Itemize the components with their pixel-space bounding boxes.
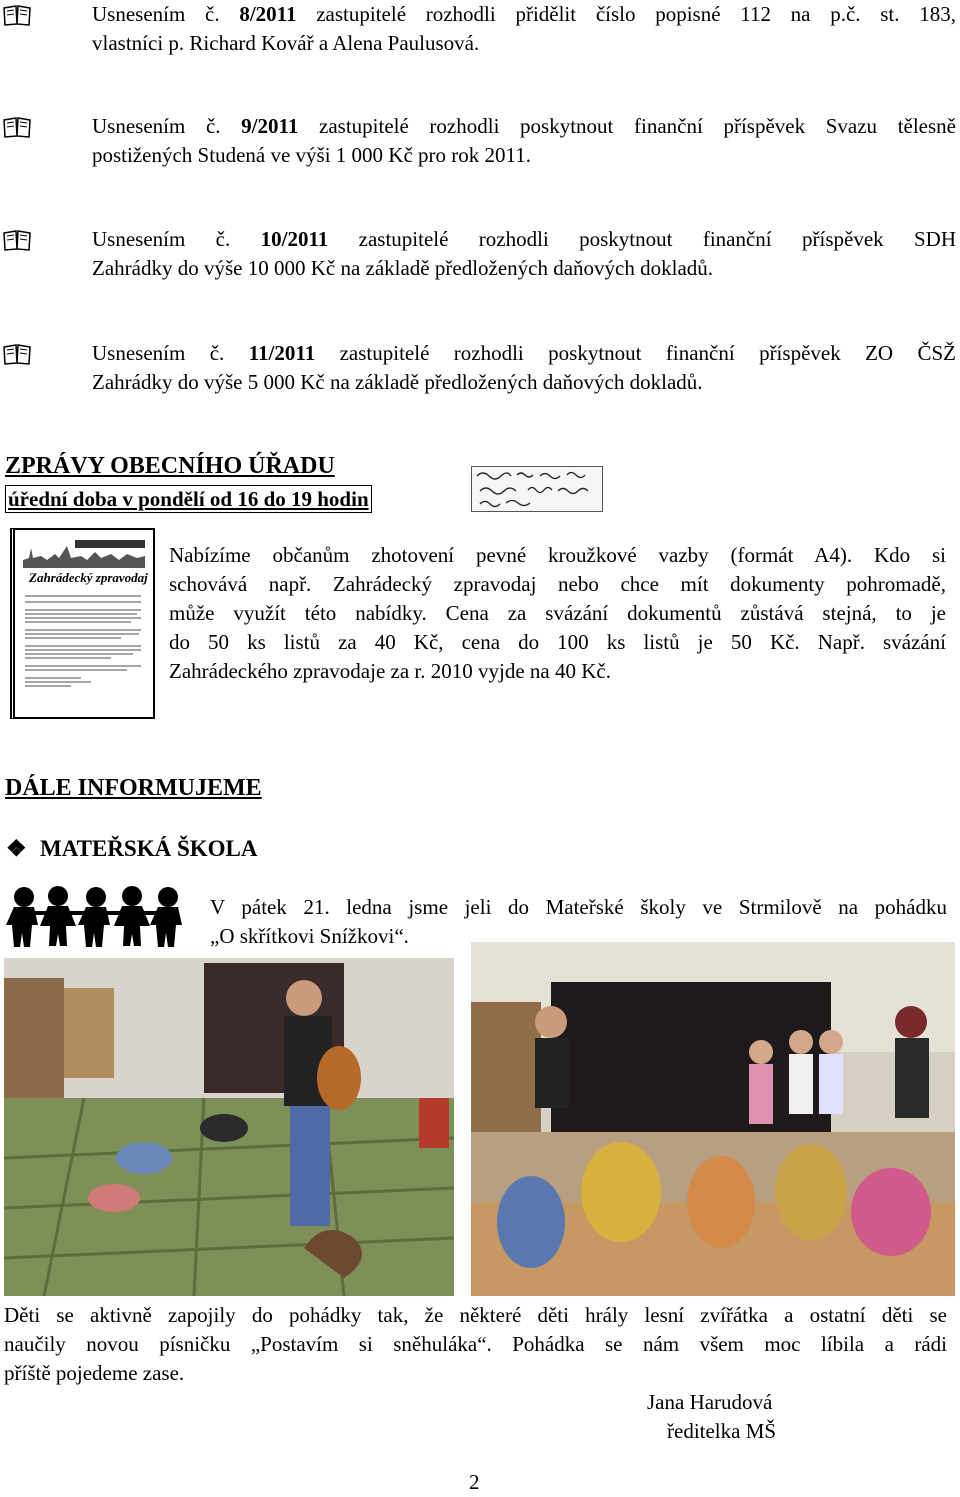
puppet-show-photo-right bbox=[471, 942, 955, 1296]
resolution-line-1: Usnesením č. 11/2011 zastupitelé rozhodli poskytnout finanční příspěvek ZO ČSŽ bbox=[92, 341, 956, 365]
kindergarten-intro-line-1: V pátek 21. ledna jsme jeli do Mateřské školy ve Strmilově na pohádku bbox=[210, 895, 947, 919]
office-hours: úřední doba v pondělí od 16 do 19 hodin bbox=[5, 485, 372, 513]
resolution-line-1: Usnesením č. 10/2011 zastupitelé rozhodli poskytnout finanční příspěvek SDH bbox=[92, 227, 956, 251]
office-news-title: ZPRÁVY OBECNÍHO ÚŘADU bbox=[5, 453, 335, 479]
puppet-show-photo-left bbox=[4, 958, 454, 1296]
book-icon bbox=[2, 116, 32, 138]
book-icon bbox=[2, 4, 32, 26]
binding-offer-line-1: Nabízíme občanům zhotovení pevné kroužkové vazby (formát A4). Kdo si bbox=[169, 543, 946, 567]
resolution-line-2: Zahrádky do výše 10 000 Kč na základě předložených daňových dokladů. bbox=[92, 256, 714, 280]
binding-offer-line-3: může využít této nabídky. Cena za svázání dokumentů zůstává stejná, to je bbox=[169, 601, 946, 625]
kindergarten-heading bbox=[6, 836, 257, 862]
diamond-bullet-icon: ❖ bbox=[6, 836, 27, 861]
newsletter-title: Zahrádecký zpravodaj bbox=[29, 570, 148, 585]
book-icon bbox=[2, 343, 32, 365]
book-icon bbox=[2, 229, 32, 251]
binding-offer-line-5: Zahrádeckého zpravodaje za r. 2010 vyjde na 40 Kč. bbox=[169, 659, 611, 683]
resolution-line-1: Usnesením č. 9/2011 zastupitelé rozhodli poskytnout finanční příspěvek Svazu tělesně bbox=[92, 114, 956, 138]
resolution-line-2: Zahrádky do výše 5 000 Kč na základě předložených daňových dokladů. bbox=[92, 370, 703, 394]
handwriting-image bbox=[471, 466, 603, 512]
children-silhouettes-icon bbox=[4, 883, 188, 949]
kindergarten-intro-line-2: „O skřítkovi Snížkovi“. bbox=[210, 924, 409, 948]
closing-line-3: příště pojedeme zase. bbox=[4, 1361, 185, 1385]
further-info-title: DÁLE INFORMUJEME bbox=[5, 775, 262, 801]
kindergarten-title: MATEŘSKÁ ŠKOLA bbox=[40, 836, 258, 861]
resolution-line-2: vlastníci p. Richard Kovář a Alena Paulusová. bbox=[92, 31, 480, 55]
binding-offer-line-4: do 50 ks listů za 40 Kč, cena do 100 ks listů je 50 Kč. Např. svázání bbox=[169, 630, 946, 654]
page-number: 2 bbox=[469, 1470, 480, 1494]
binding-offer-line-2: schovává např. Zahrádecký zpravodaj nebo chce mít dokumenty pohromadě, bbox=[169, 572, 946, 596]
resolution-line-1: Usnesením č. 8/2011 zastupitelé rozhodli přidělit číslo popisné 112 na p.č. st. 183, bbox=[92, 2, 956, 26]
resolution-line-2: postižených Studená ve výši 1 000 Kč pro rok 2011. bbox=[92, 143, 531, 167]
closing-line-1: Děti se aktivně zapojily do pohádky tak, že některé děti hrály lesní zvířátka a ostatní děti se bbox=[4, 1303, 947, 1327]
closing-line-2: naučily novou písničku „Postavím si sněhuláka“. Pohádka se nám všem moc líbila a rádi bbox=[4, 1332, 947, 1356]
signature-name: Jana Harudová bbox=[647, 1390, 773, 1414]
signature-role: ředitelka MŠ bbox=[667, 1419, 777, 1443]
newsletter-thumbnail bbox=[10, 528, 155, 719]
